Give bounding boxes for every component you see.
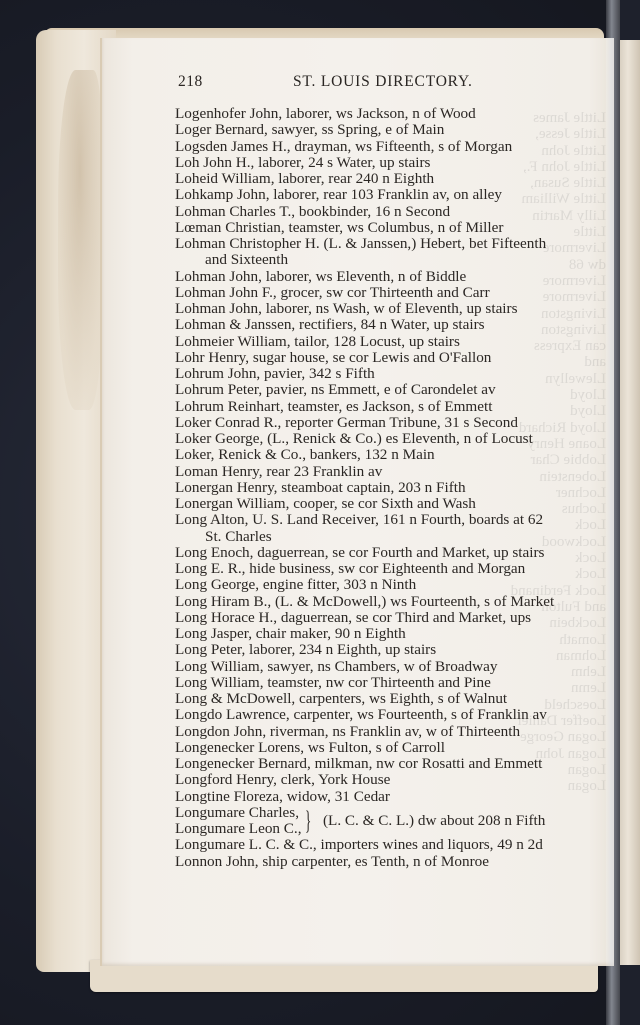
directory-entry	[175, 724, 605, 740]
entry-list	[175, 106, 605, 805]
entry-text: Long William, sawyer, ns Chambers, w of Broadway	[175, 657, 498, 675]
directory-entry	[175, 139, 605, 155]
page-header	[178, 73, 598, 95]
page-number: 218	[178, 73, 203, 90]
entry-text: Long & McDowell, carpenters, ws Eighth, s of Walnut	[175, 690, 508, 707]
entry-text: Lohrum John, pavier, 342 s Fifth	[175, 365, 375, 382]
directory-entry	[175, 545, 605, 561]
directory-entry	[175, 122, 605, 138]
entry-text: Loman Henry, rear 23 Franklin av	[175, 462, 383, 480]
entry-text: Loker, Renick & Co., bankers, 132 n Main	[175, 446, 435, 464]
running-title: ST. LOUIS DIRECTORY.	[293, 73, 473, 90]
entry-text: Lohman & Janssen, rectifiers, 84 n Water, up stairs	[175, 316, 485, 334]
entry-text: Long Hiram B., (L. & McDowell,) ws Fourteenth, s of Market	[175, 592, 555, 610]
entry-text: Long Horace H., daguerrean, se cor Third and Market, ups	[175, 608, 532, 626]
entry-text: Loker Conrad R., reporter German Tribune, 31 s Second	[175, 413, 518, 431]
entry-text: Lohman Charles T., bookbinder, 16 n Second	[175, 202, 451, 220]
directory-entry	[175, 220, 605, 236]
directory-entry	[175, 740, 605, 756]
entry-text: Longtine Floreza, widow, 31 Cedar	[175, 787, 390, 805]
directory-entry	[175, 431, 605, 447]
directory-entry	[175, 577, 605, 593]
bracketed-shared-text: (L. C. & C. L.) dw about 208 n Fifth	[323, 811, 546, 829]
directory-entry	[175, 269, 605, 285]
directory-entry	[175, 789, 605, 805]
bracketed-name: Longumare Charles,	[175, 803, 299, 821]
directory-entry	[175, 285, 605, 301]
entry-list	[175, 837, 605, 870]
directory-entry	[175, 382, 605, 398]
entry-text: Logsden James H., drayman, ws Fifteenth, s of Morgan	[175, 137, 513, 155]
entry-text: Lonnon John, ship carpenter, es Tenth, n of Monroe	[175, 852, 489, 870]
entry-text: Loger Bernard, sawyer, ss Spring, e of Main	[175, 121, 445, 139]
entry-text: Longdon John, riverman, ns Franklin av, w of Thirteenth	[175, 722, 521, 740]
directory-entry	[175, 106, 605, 122]
directory-entry	[175, 187, 605, 203]
bracketed-name: Longumare Leon C.,	[175, 820, 302, 837]
entry-text: Lonergan Henry, steamboat captain, 203 n Fifth	[175, 478, 466, 496]
directory-entry	[175, 642, 605, 658]
directory-entry	[175, 204, 605, 220]
directory-entry	[175, 236, 605, 269]
entry-text: Lohman John, laborer, ws Eleventh, n of Biddle	[175, 267, 467, 285]
water-stain	[58, 70, 102, 410]
entry-text: Long George, engine fitter, 303 n Ninth	[175, 576, 417, 594]
directory-entry	[175, 399, 605, 415]
background-strip	[620, 0, 640, 40]
entry-text: Long Peter, laborer, 234 n Eighth, up stairs	[175, 641, 437, 659]
facing-page-edge	[620, 40, 640, 965]
entry-text: Longford Henry, clerk, York House	[175, 771, 391, 789]
directory-entry	[175, 561, 605, 577]
directory-entry	[175, 447, 605, 463]
directory-entry	[175, 756, 605, 772]
directory-entry	[175, 464, 605, 480]
directory-entry	[175, 366, 605, 382]
directory-entry	[175, 334, 605, 350]
background-strip	[620, 965, 640, 1025]
directory-entry	[175, 496, 605, 512]
entry-text: Longumare L. C. & C., importers wines and liquors, 49 n 2d	[175, 836, 543, 854]
directory-entry	[175, 480, 605, 496]
entry-text: Lohman John, laborer, ns Wash, w of Eleventh, up stairs	[175, 300, 518, 317]
entry-text: Long Enoch, daguerrean, se cor Fourth and Market, up stairs	[175, 543, 545, 561]
directory-entry	[175, 415, 605, 431]
directory-entry	[175, 837, 605, 853]
entry-text: Lohrum Peter, pavier, ns Emmett, e of Carondelet av	[175, 381, 496, 399]
show-through-text: Little James Little Jesse, Little John Little John F., Little Susan, Little William Lilly Martin Little Livermore dw 68 Livermore Livermore Livingston Livingston can Express and Llewellyn Lloyd Lloyd Lloyd Richard Loane Henry Lobbie Char Lobenstein Lochner Lochus Lock Lockwood Lock Lock Lock Ferdinand and Fulton Lockbein Lomath Lohman Lehm Lemn Loescheld Loeffer Daniel Logan George Logan John Logan Logan	[510, 110, 606, 795]
directory-entry	[175, 301, 605, 317]
entry-text: Lohmeier William, tailor, 128 Locust, up stairs	[175, 332, 460, 350]
directory-entry	[175, 675, 605, 691]
entry-text: Loker George, (L., Renick & Co.) es Eleventh, n of Locust	[175, 430, 533, 447]
directory-entry	[175, 512, 605, 545]
entry-text: Longenecker Bernard, milkman, nw cor Rosatti and Emmett	[175, 755, 543, 772]
entry-text: Lohr Henry, sugar house, se cor Lewis and O'Fallon	[175, 348, 492, 366]
entry-continuation: St. Charles	[205, 527, 272, 545]
entry-text: Loheid William, laborer, rear 240 n Eighth	[175, 170, 435, 187]
entry-text: Lohman Christopher H. (L. & Janssen,) Hebert, bet Fifteenth	[175, 235, 547, 252]
entry-text: Longdo Lawrence, carpenter, ws Fourteenth, s of Franklin av	[175, 706, 547, 724]
directory-entry	[175, 659, 605, 675]
entry-text: Lohman John F., grocer, sw cor Thirteenth and Carr	[175, 283, 490, 301]
directory-entry	[175, 155, 605, 171]
entry-text: Long William, teamster, nw cor Thirteenth and Pine	[175, 673, 491, 691]
directory-entry	[175, 610, 605, 626]
entry-text: Longenecker Lorens, ws Fulton, s of Carroll	[175, 738, 445, 756]
entry-text: Long Jasper, chair maker, 90 n Eighth	[175, 625, 406, 642]
entry-text: Lœman Christian, teamster, ws Columbus, n of Miller	[175, 218, 504, 236]
glass-reflection	[606, 0, 620, 1025]
directory-entry	[175, 854, 605, 870]
bracketed-entry	[175, 805, 605, 838]
curly-brace-icon: }	[305, 805, 312, 835]
directory-entry	[175, 707, 605, 723]
directory-entry	[175, 772, 605, 788]
entry-continuation: and Sixteenth	[205, 251, 289, 269]
directory-entries	[175, 106, 605, 870]
entry-text: Long E. R., hide business, sw cor Eighteenth and Morgan	[175, 560, 526, 577]
directory-entry	[175, 171, 605, 187]
directory-entry	[175, 317, 605, 333]
directory-entry	[175, 691, 605, 707]
entry-text: Logenhofer John, laborer, ws Jackson, n of Wood	[175, 105, 476, 122]
entry-text: Lohkamp John, laborer, rear 103 Franklin av, on alley	[175, 186, 502, 204]
directory-entry	[175, 350, 605, 366]
entry-text: Lonergan William, cooper, se cor Sixth and Wash	[175, 495, 476, 512]
entry-text: Loh John H., laborer, 24 s Water, up stairs	[175, 153, 431, 171]
entry-text: Long Alton, U. S. Land Receiver, 161 n Fourth, boards at 62	[175, 511, 544, 529]
directory-entry	[175, 594, 605, 610]
directory-entry	[175, 626, 605, 642]
entry-text: Lohrum Reinhart, teamster, es Jackson, s of Emmett	[175, 397, 493, 415]
